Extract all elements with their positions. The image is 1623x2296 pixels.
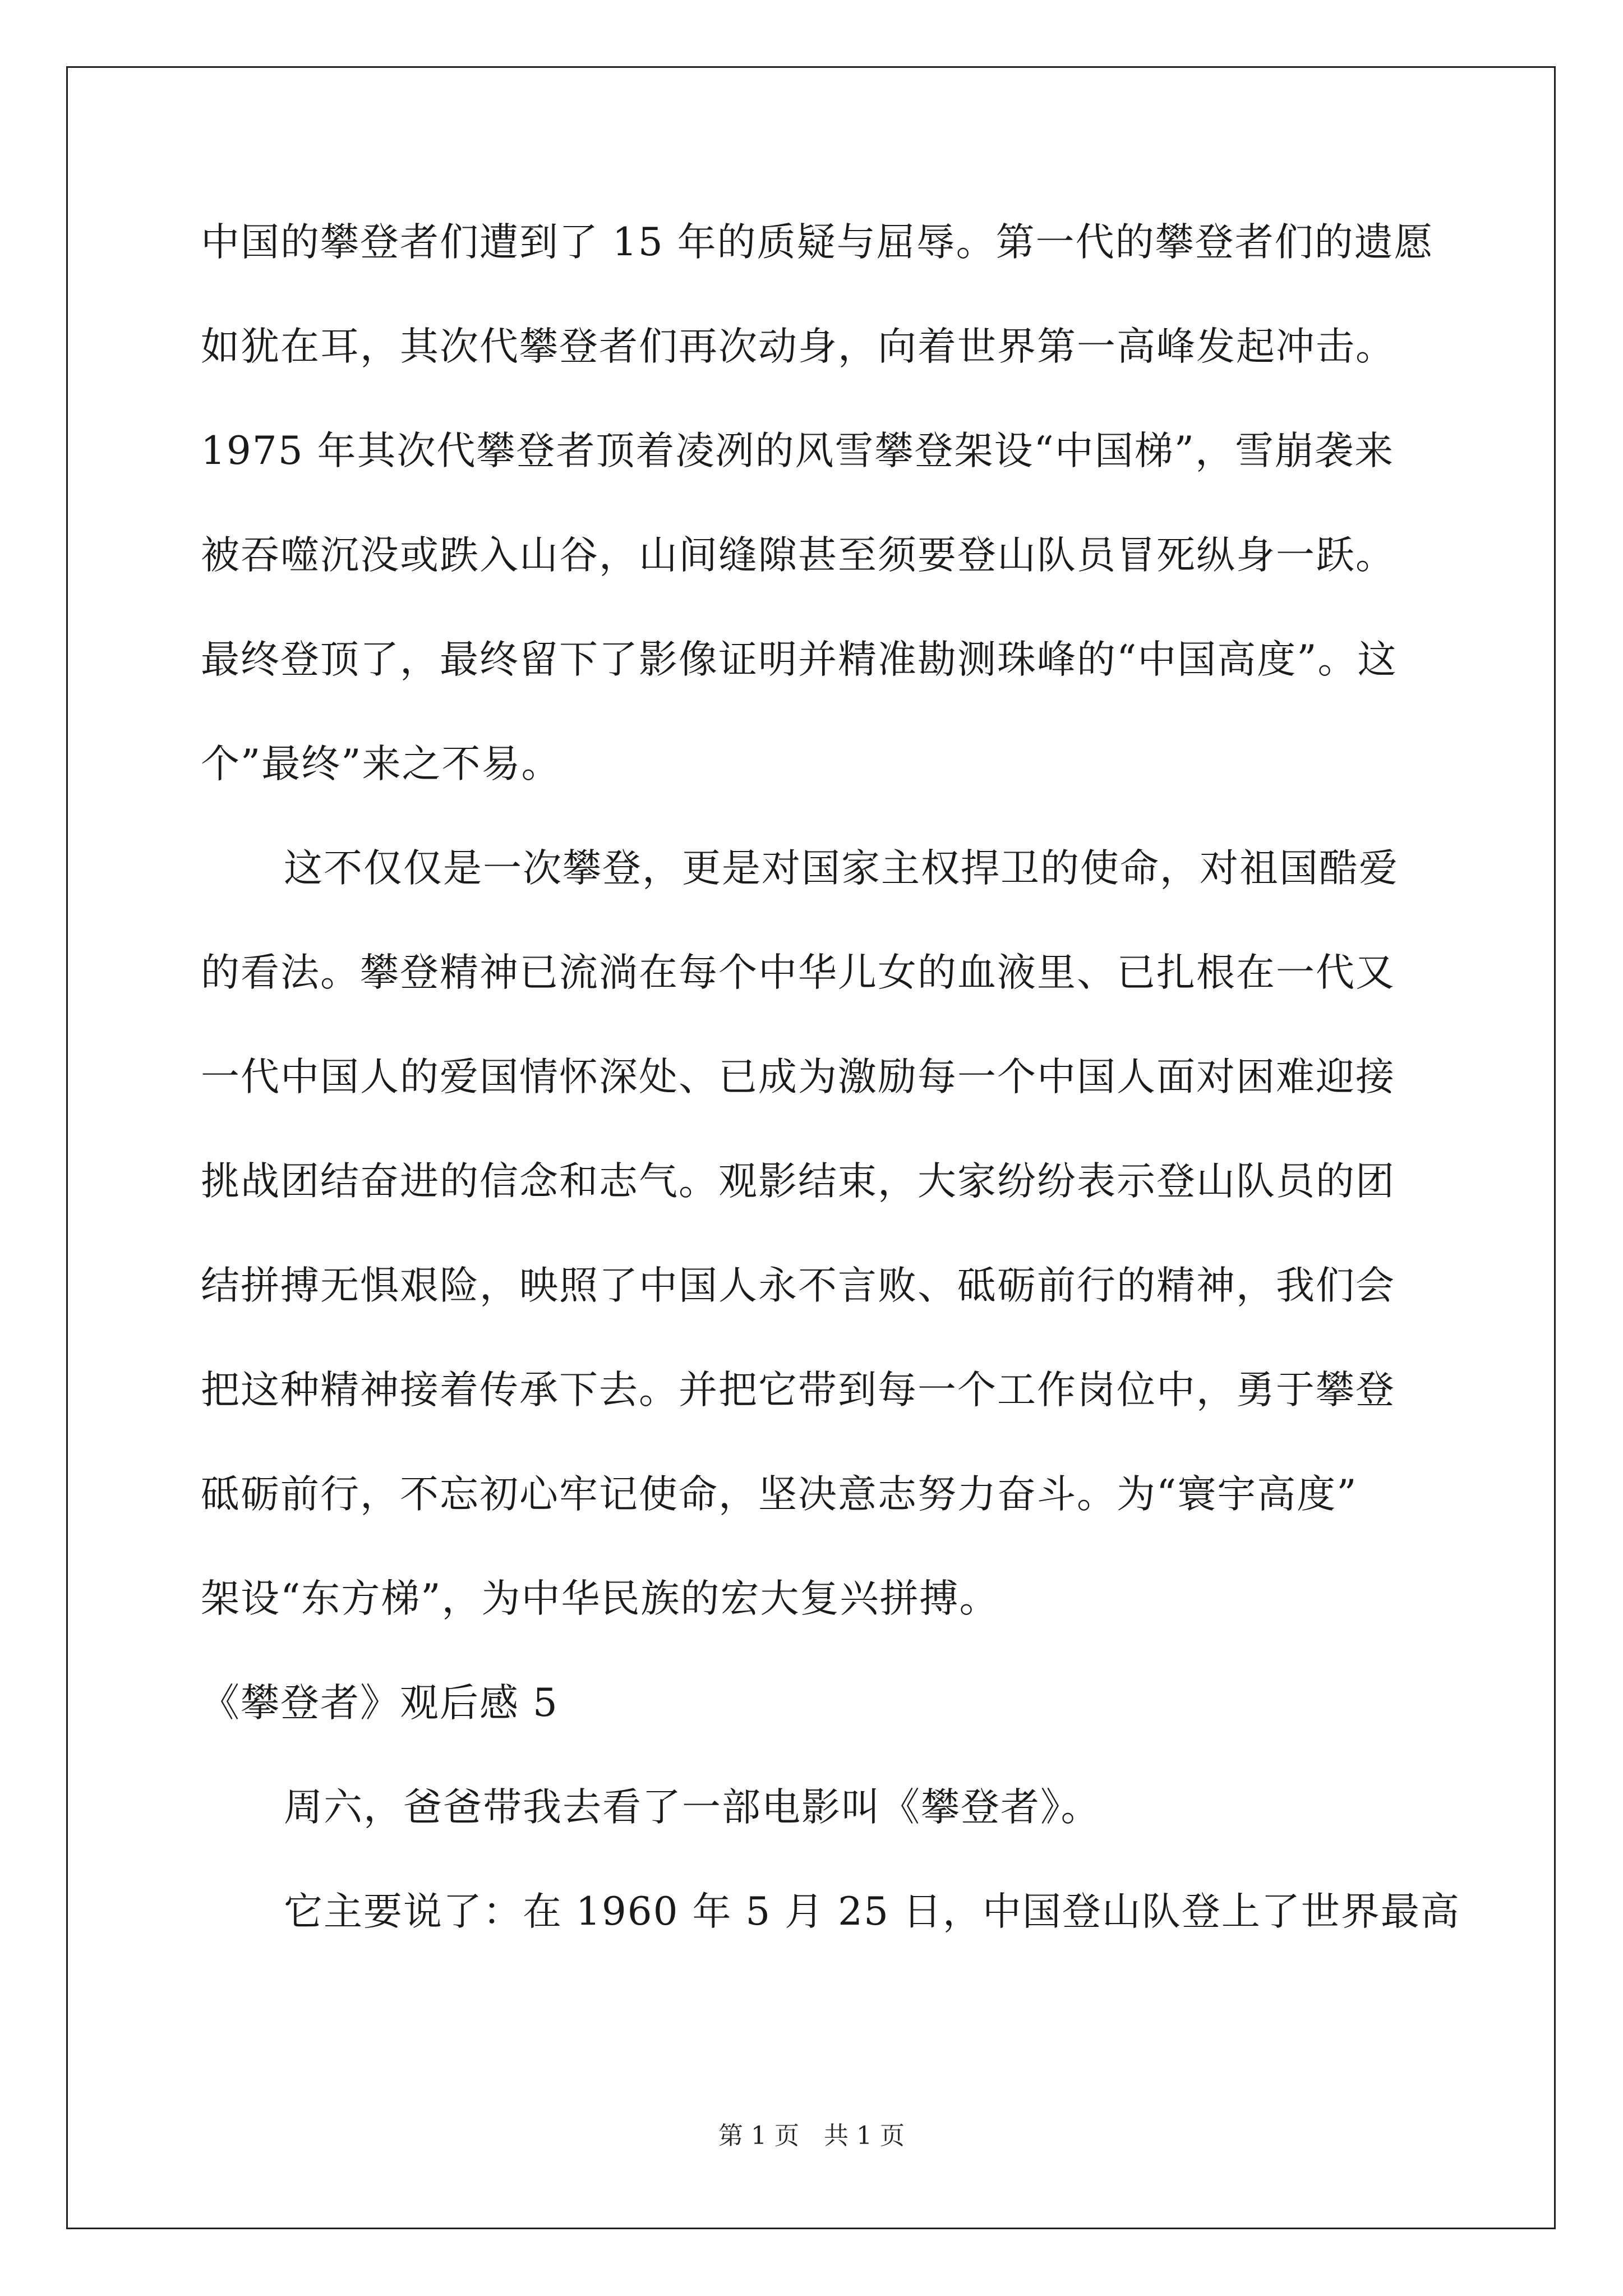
text-line: 架设“东方梯”，为中华民族的宏大复兴拼搏。 (201, 1576, 999, 1621)
text-line: 一代中国人的爱国情怀深处、已成为激励每一个中国人面对困难迎接 (201, 1055, 1395, 1099)
text-line: 把这种精神接着传承下去。并把它带到每一个工作岗位中，勇于攀登 (201, 1368, 1395, 1412)
text-line: 1975 年其次代攀登者顶着凌冽的风雪攀登架设“中国梯”，雪崩袭来 (201, 429, 1395, 473)
text-line: 如犹在耳，其次代攀登者们再次动身，向着世界第一高峰发起冲击。 (201, 324, 1395, 369)
text-line: 挑战团结奋进的信念和志气。观影结束，大家纷纷表示登山队员的团 (201, 1159, 1395, 1204)
paragraph-start-line: 周六，爸爸带我去看了一部电影叫《攀登者》。 (284, 1785, 1101, 1830)
text-line: 中国的攀登者们遭到了 15 年的质疑与屈辱。第一代的攀登者们的遗愿 (201, 220, 1434, 265)
page-footer: 第 1 页 共 1 页 (718, 2122, 905, 2150)
text-line: 最终登顶了，最终留下了影像证明并精准勘测珠峰的“中国高度”。这 (201, 637, 1398, 682)
text-line: 被吞噬沉没或跌入山谷，山间缝隙甚至须要登山队员冒死纵身一跃。 (201, 533, 1395, 578)
section-heading: 《攀登者》观后感 5 (201, 1681, 559, 1726)
text-line: 的看法。攀登精神已流淌在每个中华儿女的血液里、已扎根在一代又 (201, 950, 1395, 995)
text-line: 个”最终”来之不易。 (201, 742, 561, 786)
text-line: 结拼搏无惧艰险，映照了中国人永不言败、砥砺前行的精神，我们会 (201, 1263, 1395, 1308)
paragraph-start-line: 这不仅仅是一次攀登，更是对国家主权捍卫的使命，对祖国酷爱 (284, 846, 1399, 891)
document-body (201, 209, 1460, 1982)
paragraph-start-line: 它主要说了：在 1960 年 5 月 25 日，中国登山队登上了世界最高 (284, 1889, 1460, 1934)
text-line: 砥砺前行，不忘初心牢记使命，坚决意志努力奋斗。为“寰宇高度” (201, 1472, 1358, 1517)
